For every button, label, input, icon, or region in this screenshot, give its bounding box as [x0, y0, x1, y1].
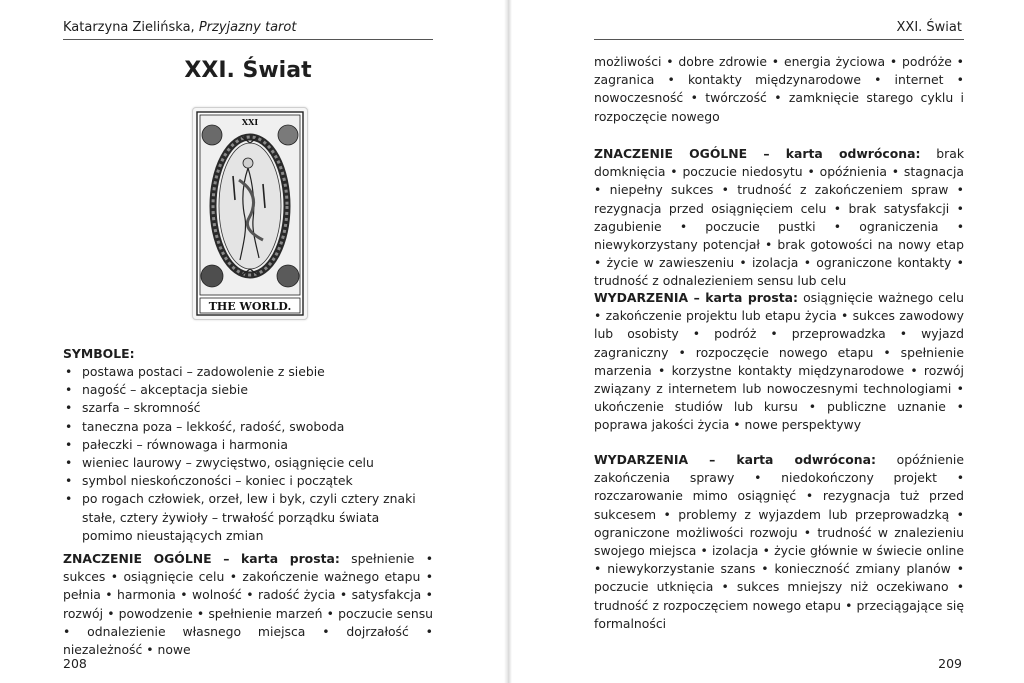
section-text: opóźnienie zakończenia sprawy • niedokończony projekt • rozczarowanie mimo osiągnięć • rezygnacja tuż przed sukcesem • problemy z wyjazdem lub przeprowadzką • ograniczone możliwości rozwoju • trudność w znalezieniu swojego miejsca • izolacja • życie głównie w świecie online • niewykorzystanie szans • konieczność zmiany planów • poczucie utknięcia • sukces mniejszy niż oczekiwano • trudność z rozpoczęciem nowego etapu • przeciągające się formalności	[594, 452, 965, 631]
symbol-item: • taneczna poza – lekkość, radość, swoboda	[63, 418, 433, 436]
header-rule	[594, 39, 964, 40]
events-reversed	[594, 451, 964, 633]
section-label: WYDARZENIA – karta prosta:	[594, 290, 798, 305]
section-text: spełnienie • sukces • osiągnięcie celu • zakończenie ważnego etapu • pełnia • harmonia • wolność • radość życia • satysfakcja • rozwój • powodzenie • spełnienie marzeń • poczucie sensu • odnalezienie własnego miejsca • dojrzałość • niezależność • nowe	[63, 551, 433, 658]
chapter-title: XXI. Świat	[184, 58, 312, 83]
reversed-general-meaning	[594, 145, 964, 291]
right-page	[512, 0, 1024, 683]
running-head-author: Katarzyna Zielińska,	[63, 20, 199, 35]
running-head	[63, 19, 296, 37]
symbol-item: • pałeczki – równowaga i harmonia	[63, 436, 433, 454]
symbol-item: • postawa postaci – zadowolenie z siebie	[63, 363, 433, 381]
events-upright	[594, 289, 964, 435]
card-number: XXI	[241, 117, 259, 127]
page-number: 209	[938, 656, 962, 671]
card-caption: THE WORLD.	[208, 300, 292, 313]
symbols-heading: SYMBOLE:	[63, 346, 135, 361]
continuation-text: możliwości • dobre zdrowie • energia życiowa • podróże • zagranica • kontakty międzynarodowe • internet • nowoczesność • twórczość • zamknięcie starego cyklu i rozpoczęcie nowego	[594, 54, 964, 124]
section-label: WYDARZENIA – karta odwrócona:	[594, 452, 876, 467]
world-card-image	[192, 107, 308, 320]
left-page	[0, 0, 504, 683]
header-rule	[63, 39, 433, 40]
symbol-item: • po rogach człowiek, orzeł, lew i byk, czyli cztery znaki stałe, cztery żywioły – trwałość porządku świata pomimo nieustających zmian	[63, 490, 433, 545]
symbol-item: • symbol nieskończoności – koniec i początek	[63, 472, 433, 490]
section-label: ZNACZENIE OGÓLNE – karta odwrócona:	[594, 146, 921, 161]
section-text: brak domknięcia • poczucie niedosytu • opóźnienia • stagnacja • niepełny sukces • trudność z zakończeniem spraw • rezygnacja przed osiągnięciem celu • brak satysfakcji • zagubienie • poczucie pustki • ograniczenia • niewykorzystany potencjał • brak gotowości na nowy etap • życie w zawieszeniu • izolacja • ograniczone kontakty • trudność z odnalezieniem sensu lub celu	[594, 146, 964, 289]
upright-general-meaning	[63, 550, 433, 659]
section-label: ZNACZENIE OGÓLNE – karta prosta:	[63, 551, 340, 566]
symbol-item: • nagość – akceptacja siebie	[63, 381, 433, 399]
running-head: XXI. Świat	[896, 20, 962, 35]
symbol-item: • szarfa – skromność	[63, 399, 433, 417]
page-number: 208	[63, 656, 87, 671]
section-text: osiągnięcie ważnego celu • zakończenie projektu lub etapu życia • sukces zawodowy lub osobisty • podróż • przeprowadzka • wyjazd zagraniczny • rozpoczęcie nowego etapu • spełnienie marzenia • korzystne kontakty międzynarodowe • rozwój związany z internetem lub nowoczesnymi technologiami • ukończenie studiów lub kursu • publiczne uznanie • poprawa jakości życia • nowe perspektywy	[594, 290, 964, 433]
running-head-book-title: Przyjazny tarot	[198, 20, 297, 35]
book-gutter	[504, 0, 512, 683]
symbols-list	[63, 363, 433, 545]
symbol-item: • wieniec laurowy – zwycięstwo, osiągnięcie celu	[63, 454, 433, 472]
